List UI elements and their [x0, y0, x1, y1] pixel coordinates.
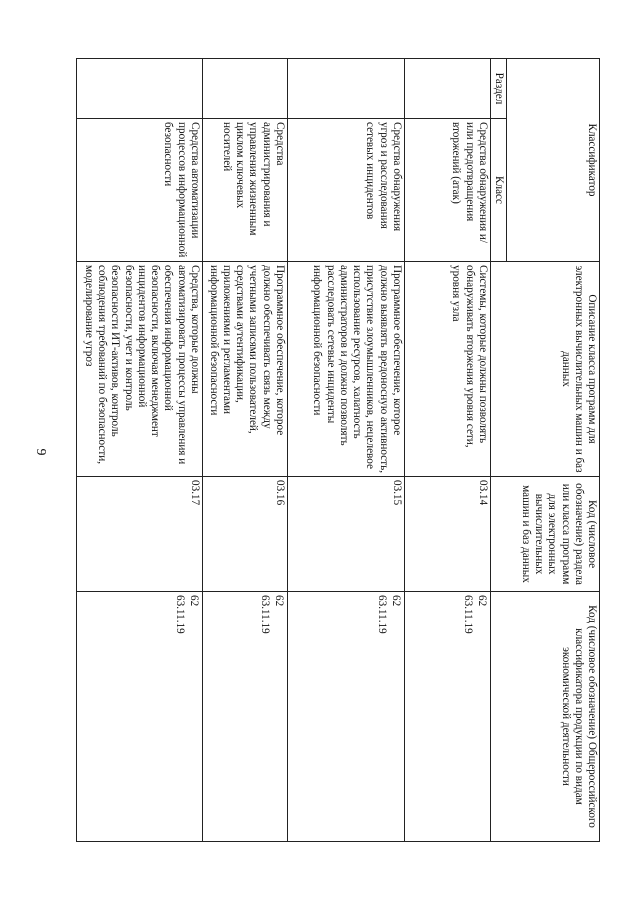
- okved-code-2: 63.11.19: [173, 595, 186, 634]
- cell-class: Средства автоматизации процессов информационной безопасности: [76, 119, 202, 262]
- cell-section: [202, 59, 287, 119]
- cell-description: Программное обеспечение, которое должно выявлять вредоносную активность, присутствие злоумышленников, нецелевое использование ресурсов, халатность администраторов и должно позволять расследовать сетевые инциденты информационной безопасности: [287, 262, 404, 477]
- header-class: Класс: [490, 119, 506, 262]
- header-classifier: Классификатор: [507, 59, 600, 262]
- cell-okved: [202, 592, 287, 842]
- table-row: [287, 59, 404, 842]
- cell-code: 03.14: [404, 477, 490, 592]
- header-section: Раздел: [490, 59, 506, 119]
- header-description: Описание класса программ для электронных вычислительных машин и баз данных: [490, 262, 599, 477]
- okved-code-1: 62: [475, 595, 488, 607]
- okved-code-2: 63.11.19: [375, 595, 388, 634]
- classifier-table-rotated: [72, 58, 600, 841]
- classifier-table: [76, 58, 600, 842]
- cell-class: Средства обнаружения и/или предотвращения вторжений (атак): [404, 119, 490, 262]
- table-row: [76, 59, 202, 842]
- cell-section: [76, 59, 202, 119]
- okved-code-1: 62: [187, 595, 200, 607]
- table-row: [202, 59, 287, 842]
- cell-okved: [404, 592, 490, 842]
- page-number: 9: [33, 448, 48, 456]
- table-row: [404, 59, 490, 842]
- cell-section: [404, 59, 490, 119]
- header-code: Код (числовое обозначение) раздела или класса программ для электронных вычислительных машин и баз данных: [490, 477, 599, 592]
- okved-code-2: 63.11.19: [258, 595, 271, 634]
- cell-code: 03.15: [287, 477, 404, 592]
- cell-class: Средства обнаружения угроз и расследования сетевых инцидентов: [287, 119, 404, 262]
- cell-code: 03.17: [76, 477, 202, 592]
- cell-description: Программное обеспечение, которое должно обеспечивать связь между учетными записями пользователей, средствами аутентификации, приложениями и регламентами информационной безопасности: [202, 262, 287, 477]
- okved-code-1: 62: [272, 595, 285, 607]
- okved-code-1: 62: [389, 595, 402, 607]
- cell-section: [287, 59, 404, 119]
- cell-description: Системы, которые должны позволять обнаруживать вторжения уровня сети, уровня узла: [404, 262, 490, 477]
- header-okved: Код (числовое обозначение) Общероссийского классификатора продукции по видам экономической деятельности: [490, 592, 599, 842]
- cell-okved: [287, 592, 404, 842]
- cell-description: Средства, которые должны автоматизировать процессы управления и обеспечения информационной безопасности, включая менеджмент инцидентов информационной безопасности, учет и контроль безопасности ИТ-активов, контроль соблюдения требований по безопасности, моделирование угроз: [76, 262, 202, 477]
- cell-okved: [76, 592, 202, 842]
- okved-code-2: 63.11.19: [461, 595, 474, 634]
- cell-code: 03.16: [202, 477, 287, 592]
- table-header-row: [507, 59, 600, 842]
- cell-class: Средства администрирования и управления жизненным циклом ключевых носителей: [202, 119, 287, 262]
